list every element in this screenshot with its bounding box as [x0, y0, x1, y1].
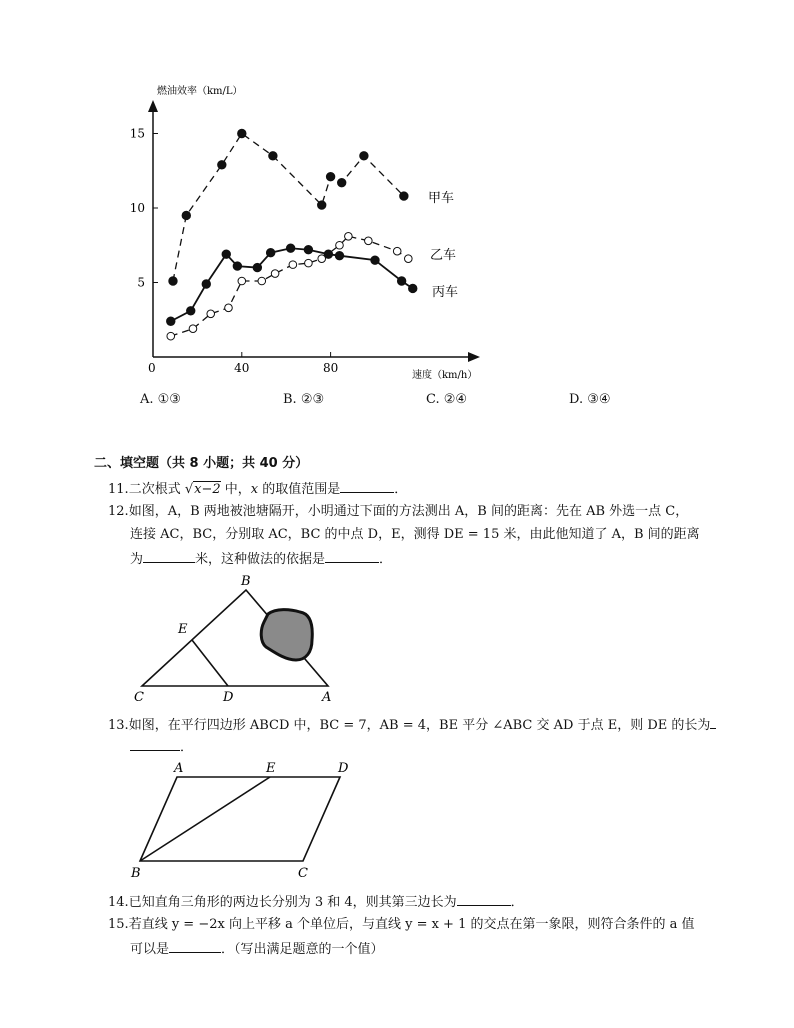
q11-pre: 二次根式	[128, 482, 181, 497]
q14-end: ．	[510, 895, 524, 910]
label-c: C	[134, 690, 144, 705]
label-b: B	[241, 574, 251, 589]
q15-text-1: 若直线 y = −2x 向上平移 a 个单位后，与直线 y = x + 1 的交点在第一象限，则符合条件的 a 值	[128, 917, 695, 932]
q13-line1	[108, 716, 716, 734]
q12-text-1: 如图，A，B 两地被池塘隔开，小明通过下面的方法测出 A，B 间的距离：先在 AB 外选一点 C，	[128, 504, 689, 519]
q15-text-2b: ．（写出满足题意的一个值）	[221, 942, 384, 957]
origin-label: 0	[148, 361, 156, 375]
q12-line2: 连接 AC，BC，分别取 AC，BC 的中点 D，E，测得 DE = 15 米，由此他知道了 A，B 间的距离	[130, 527, 700, 542]
q14-number: 14.	[108, 895, 129, 910]
pond-shape	[261, 610, 312, 660]
label-a: A	[322, 690, 332, 705]
x-tick-label: 80	[322, 361, 339, 375]
q11-number: 11.	[108, 482, 129, 497]
question-11: 11.二次根式 √x−2 中，x 的取值范围是 ．	[108, 482, 408, 497]
q12-text-3b: 米，这种做法的依据是	[195, 552, 326, 567]
label-pb: B	[131, 866, 141, 881]
q11-radicand: x−2	[194, 482, 221, 497]
label-pa: A	[174, 761, 184, 776]
q15-text-2a: 可以是	[130, 942, 170, 957]
question-14	[108, 893, 524, 911]
q14-text: 已知直角三角形的两边长分别为 3 和 4，则其第三边长为	[128, 895, 457, 910]
q13-number: 13.	[108, 718, 129, 733]
q12-text-3c: ．	[379, 552, 393, 567]
label-pd: D	[338, 761, 349, 776]
x-tick-label: 40	[234, 361, 250, 375]
option-c[interactable]: C. ②④	[426, 392, 468, 407]
label-pe: E	[266, 761, 276, 776]
q15-line2	[130, 940, 384, 958]
q15-line1	[108, 917, 695, 933]
segment-de	[192, 640, 228, 686]
option-b[interactable]: B. ②③	[283, 392, 325, 407]
q15-answer-blank[interactable]	[169, 940, 221, 953]
q12-text-3a: 为	[130, 552, 144, 567]
q11-end: ．	[394, 482, 408, 497]
q11-mid: 中，	[224, 482, 251, 497]
y-axis-label: 燃油效率（km/L）	[157, 86, 243, 97]
parallelogram-abcd	[140, 777, 340, 861]
option-d[interactable]: D. ③④	[569, 392, 611, 407]
y-tick-label: 5	[137, 275, 145, 290]
q14-answer-blank[interactable]	[457, 893, 511, 906]
q13-blank-b[interactable]	[130, 738, 180, 751]
y-tick-label: 10	[129, 201, 145, 215]
label-e: E	[178, 622, 188, 637]
q13-line2	[130, 738, 193, 756]
segment-be	[140, 777, 270, 861]
label-pc: C	[298, 866, 308, 881]
x-axis-label: 速度（km/h）	[412, 370, 478, 381]
q15-number: 15.	[108, 917, 129, 932]
q11-var: x	[250, 482, 259, 497]
label-d: D	[223, 690, 234, 705]
series-label-jia: 甲车	[428, 191, 455, 206]
section-title: 二、填空题（共 8 小题；共 40 分）	[94, 456, 309, 471]
series-label-yi: 乙车	[430, 248, 457, 263]
q13-blank-a[interactable]	[710, 716, 716, 729]
option-a[interactable]: A. ①③	[140, 392, 181, 407]
q11-post: 的取值范围是	[262, 482, 341, 497]
q12-number: 12.	[108, 504, 129, 519]
series-label-bing: 丙车	[432, 285, 459, 300]
q13-text-1: 如图，在平行四边形 ABCD 中，BC = 7，AB = 4，BE 平分 ∠ABC 交 AD 于点 E，则 DE 的长为	[128, 718, 711, 733]
q13-text-2: ．	[180, 740, 194, 755]
y-tick-label: 15	[129, 126, 145, 141]
